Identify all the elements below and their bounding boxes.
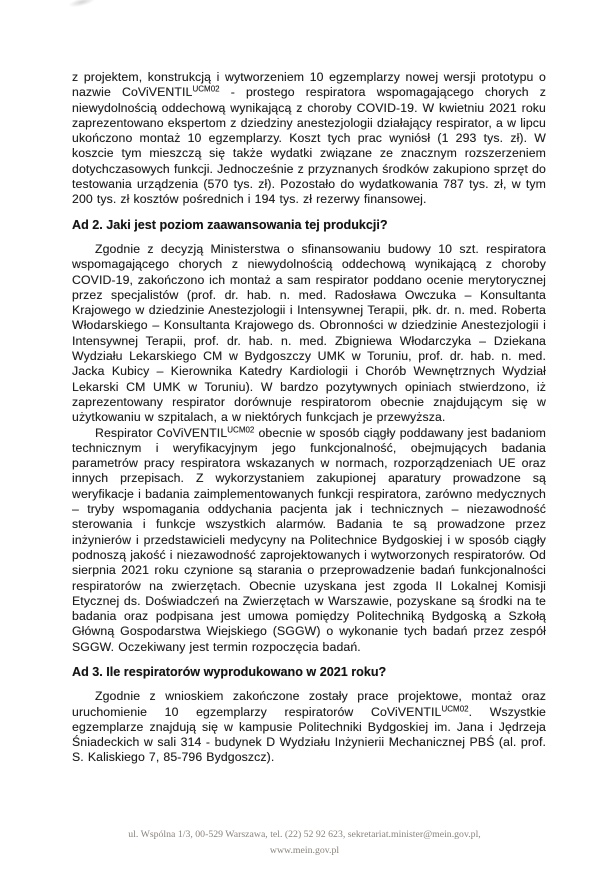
superscript-ucm02: UCM02 <box>192 84 220 94</box>
footer-website-line: www.mein.gov.pl <box>269 845 340 856</box>
heading-ad3: Ad 3. Ile respiratorów wyprodukowano w 2021 roku? <box>72 664 387 679</box>
superscript-ucm02: UCM02 <box>227 425 255 435</box>
paragraph-text-segment: Respirator CoViVENTIL <box>95 425 228 440</box>
paragraph-project-continuation <box>72 70 546 208</box>
heading-ad2: Ad 2. Jaki jest poziom zaawansowania tej produkcji? <box>72 217 388 232</box>
page-footer <box>0 827 609 859</box>
superscript-ucm02: UCM02 <box>441 704 469 714</box>
paragraph-text-segment: Zgodnie z wnioskiem zakończone zostały prace projektowe, montaż oraz uruchomienie 10 egzemplarzy respiratorów CoViVENTIL <box>72 689 546 719</box>
paragraph-text-segment: obecnie w sposób ciągły poddawany jest badaniom technicznym i weryfikacyjnym jego funkcjonalność, obejmujących badania parametrów pracy respiratora wskazanych w normach, rozporządzeniach UE oraz innych przepisach. Z wykorzystaniem zakupionej aparatury prowadzone są weryfikacje i badania zaimplementowanych funkcji respiratora, zarówno medycznych – tryby wspomagania oddychania pacjenta jak i technicznych – niezawodność sterowania i funkcje wszystkich alarmów. Badania te są prowadzone przez inżynierów i przedstawicieli medycyny na Politechnice Bydgoskiej i w sposób ciągły podnoszą jakość i niezawodność zaprojektowanych i wytworzonych respiratorów. Od sierpnia 2021 roku czynione są starania o przeprowadzenie badań funkcjonalności respiratorów na zwierzętach. Obecnie uzyskana jest zgoda II Lokalnej Komisji Etycznej ds. Doświadczeń na Zwierzętach w Warszawie, pozyskane są środki na te badania oraz podpisana jest umowa pomiędzy Politechniką Bydgoską a Szkołą Główną Gospodarstwa Wiejskiego (SGGW) o wykonanie tych badań przez zespół SGGW. Oczekiwany jest termin rozpoczęcia badań. <box>72 425 546 654</box>
paragraph-text-segment: z projektem, konstrukcją i wytworzeniem 10 egzemplarzy nowej wersji prototypu o nazwie CoViVENTIL <box>72 70 546 100</box>
scan-artifact <box>67 0 96 9</box>
paragraph-respirator-testing <box>72 426 546 655</box>
paragraph-text-segment: . Wszystkie egzemplarze znajdują się w kampusie Politechniki Bydgoskiej im. Jana i Jędrzeja Śniadeckich w sali 314 - budynek D Wydziału Inżynierii Mechanicznej PBŚ (al. prof. S. Kaliskiego 7, 85-796 Bydgoszcz). <box>72 704 546 765</box>
paragraph-text-segment: - prostego respiratora wspomagającego chorych z niewydolnością oddechową wynikającą z choroby COVID-19. W kwietniu 2021 roku zaprezentowano ekspertom z dziedziny anestezjologii działający respirator, a w lipcu ukończono montaż 10 egzemplarzy. Koszt tych prac wyniósł (1 293 tys. zł). W koszcie tym mieszczą się także wydatki związane ze znacznym rozszerzeniem dotychczasowych funkcji. Jednocześnie z przyznanych środków zakupiono sprzęt do testowania urządzenia (570 tys. zł). Pozostało do wydatkowania 787 tys. zł, w tym 200 tys. zł kosztów pośrednich i 194 tys. zł rezerwy finansowej. <box>72 85 546 207</box>
paragraph-production-2021 <box>72 689 546 765</box>
paragraph-production-status: Zgodnie z decyzją Ministerstwa o sfinansowaniu budowy 10 szt. respiratora wspomagającego chorych z niewydolnością oddechową wynikającą z choroby COVID-19, zakończono ich montaż a sam respirator poddano ocenie merytorycznej przez specjalistów (prof. dr. hab. n. med. Radosława Owczuka – Konsultanta Krajowego w dziedzinie Anestezjologii i Intensywnej Terapii, płk. dr. n. med. Roberta Włodarskiego – Konsultanta Krajowego ds. Obronności w dziedzinie Anestezjologii i Intensywnej Terapii, prof. dr. hab. n. med. Zbigniewa Włodarczyka – Dziekana Wydziału Lekarskiego CM w Bydgoszczy UMK w Toruniu, prof. dr. hab. n. med. Jacka Kubicy – Kierownika Katedry Kardiologii i Chorób Wewnętrznych Wydział Lekarski CM UMK w Toruniu). W bardzo pozytywnych opiniach stwierdzono, iż zaprezentowany respirator dorównuje respiratorom obecnie znajdującym się w użytkowaniu w szpitalach, a w niektórych funkcjach je przewyższa. <box>72 241 546 425</box>
footer-address-line: ul. Wspólna 1/3, 00-529 Warszawa, tel. (22) 52 92 623, sekretariat.minister@mein.gov.pl, <box>128 829 481 840</box>
document-body <box>72 70 546 766</box>
